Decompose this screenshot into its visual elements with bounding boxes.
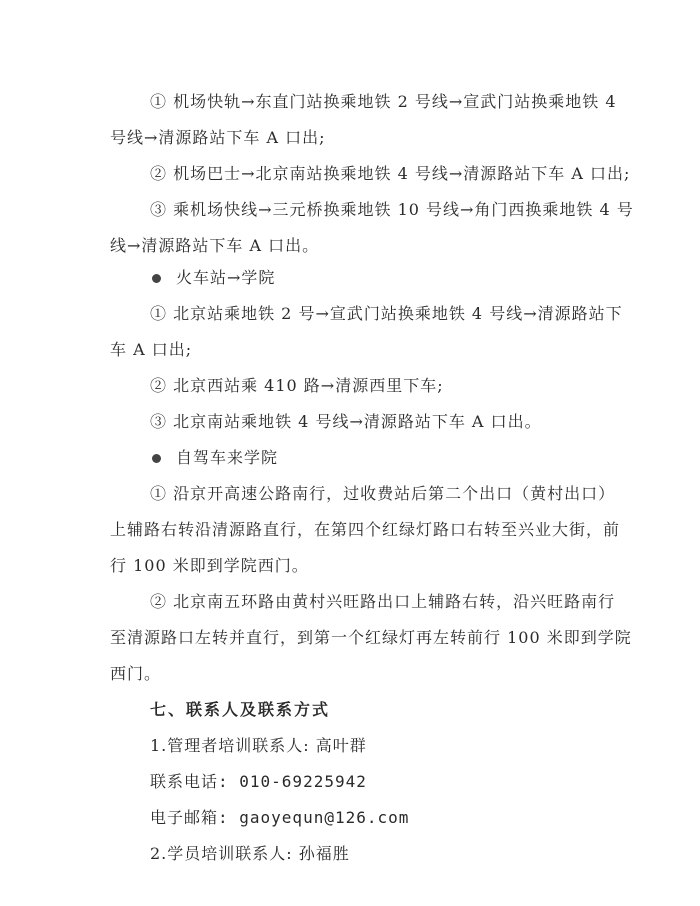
airport-route-3-line-2: 线→清源路站下车 A 口出。: [110, 236, 320, 255]
contact-phone: 联系电话: 010-69225942: [150, 772, 367, 791]
train-route-3: ③ 北京南站乘地铁 4 号线→清源路站下车 A 口出。: [150, 412, 542, 431]
drive-route-1-line-1: ① 沿京开高速公路南行，过收费站后第二个出口（黄村出口）: [150, 484, 616, 503]
bullet-icon: [152, 454, 161, 463]
airport-route-2: ② 机场巴士→北京南站换乘地铁 4 号线→清源路站下车 A 口出;: [150, 164, 631, 183]
drive-route-1-line-3: 行 100 米即到学院西门。: [110, 556, 309, 575]
drive-route-1-line-2: 上辅路右转沿清源路直行，在第四个红绿灯路口右转至兴业大街，前: [110, 520, 621, 539]
contact-email: 电子邮箱: gaoyequn@126.com: [150, 808, 410, 827]
train-route-1-line-1: ① 北京站乘地铁 2 号→宣武门站换乘地铁 4 号线→清源路站下: [150, 304, 623, 323]
drive-route-2-line-1: ② 北京南五环路由黄村兴旺路出口上辅路右转，沿兴旺路南行: [150, 592, 616, 611]
train-route-2: ② 北京西站乘 410 路→清源西里下车;: [150, 376, 444, 395]
train-section-title: 火车站→学院: [176, 268, 276, 287]
manager-contact-label: 1.管理者培训联系人: 高叶群: [150, 736, 367, 755]
airport-route-1-line-1: ① 机场快轨→东直门站换乘地铁 2 号线→宣武门站换乘地铁 4: [150, 92, 617, 111]
airport-route-3-line-1: ③ 乘机场快线→三元桥换乘地铁 10 号线→角门西换乘地铁 4 号: [150, 200, 634, 219]
train-route-1-line-2: 车 A 口出;: [110, 340, 193, 359]
airport-route-1-line-2: 号线→清源路站下车 A 口出;: [110, 128, 326, 147]
drive-route-2-line-3: 西门。: [110, 664, 162, 683]
student-contact-label: 2.学员培训联系人: 孙福胜: [150, 844, 350, 863]
bullet-icon: [152, 274, 161, 283]
contact-heading: 七、联系人及联系方式: [150, 700, 331, 719]
drive-section-title: 自驾车来学院: [176, 448, 279, 467]
drive-route-2-line-2: 至清源路口左转并直行，到第一个红绿灯再左转前行 100 米即到学院: [110, 628, 632, 647]
